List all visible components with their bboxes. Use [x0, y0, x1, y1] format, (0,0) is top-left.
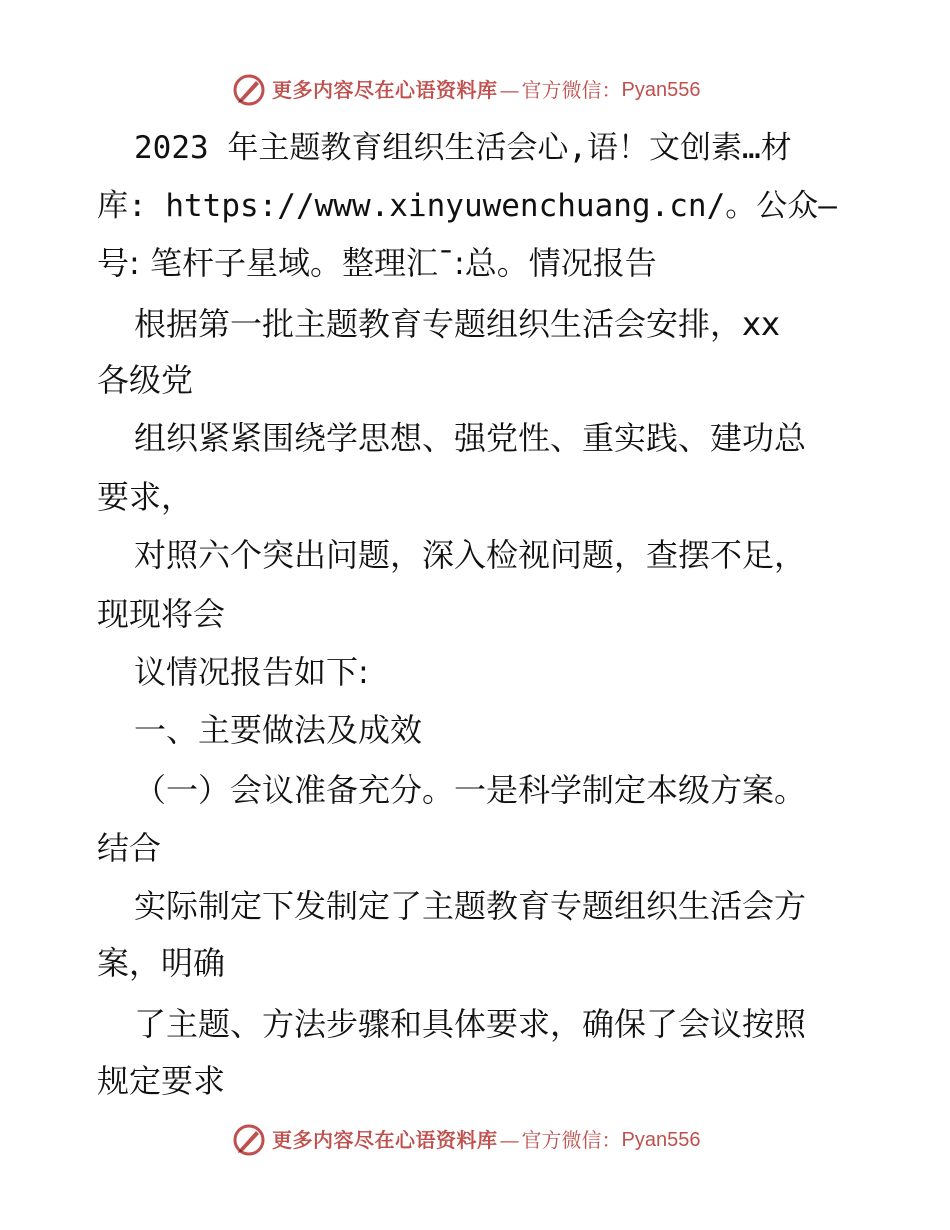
doc-line: 了主题、方法步骤和具体要求，确保了会议按照	[134, 1005, 807, 1043]
banner-wechat-id: Pyan556	[621, 79, 701, 101]
banner-wechat-label: 官方微信：	[521, 1128, 622, 1152]
doc-line: 根据第一批主题教育专题组织生活会安排，xx	[134, 305, 780, 343]
doc-line: 结合	[97, 829, 162, 867]
pen-logo-icon	[232, 73, 266, 107]
banner-wechat-id: Pyan556	[621, 1129, 701, 1151]
doc-line: 案，明确	[97, 944, 226, 982]
doc-line: 号: 笔杆子星域。整理汇¯:总。情况报告	[97, 244, 657, 282]
doc-line: 对照六个突出问题，深入检视问题，查摆不足，	[134, 536, 807, 574]
doc-line: 组织紧紧围绕学思想、强党性、重实践、建功总	[134, 419, 807, 457]
doc-line: 一、主要做法及成效	[134, 711, 423, 749]
header-banner	[232, 70, 752, 110]
banner-brand-text: 更多内容尽在心语资料库	[272, 1128, 498, 1152]
banner-wechat-label: 官方微信：	[521, 78, 622, 102]
banner-dash: —	[499, 78, 520, 102]
banner-dash: —	[499, 1128, 520, 1152]
doc-line: 2023 年主题教育组织生活会心,语！文创素…材	[134, 130, 792, 166]
doc-line: 现现将会	[97, 595, 226, 633]
footer-banner	[232, 1120, 752, 1160]
doc-line: 库: https://www.xinyuwenchuang.cn/。公众—	[97, 188, 837, 224]
doc-line: 规定要求	[97, 1062, 226, 1100]
doc-line: 各级党	[97, 361, 194, 399]
doc-line: 实际制定下发制定了主题教育专题组织生活会方	[134, 887, 807, 925]
banner-brand-text: 更多内容尽在心语资料库	[272, 78, 498, 102]
doc-line: 议情况报告如下:	[134, 653, 369, 691]
pen-logo-icon	[232, 1123, 266, 1157]
doc-line: （一）会议准备充分。一是科学制定本级方案。	[134, 771, 807, 809]
doc-line: 要求，	[97, 478, 194, 516]
